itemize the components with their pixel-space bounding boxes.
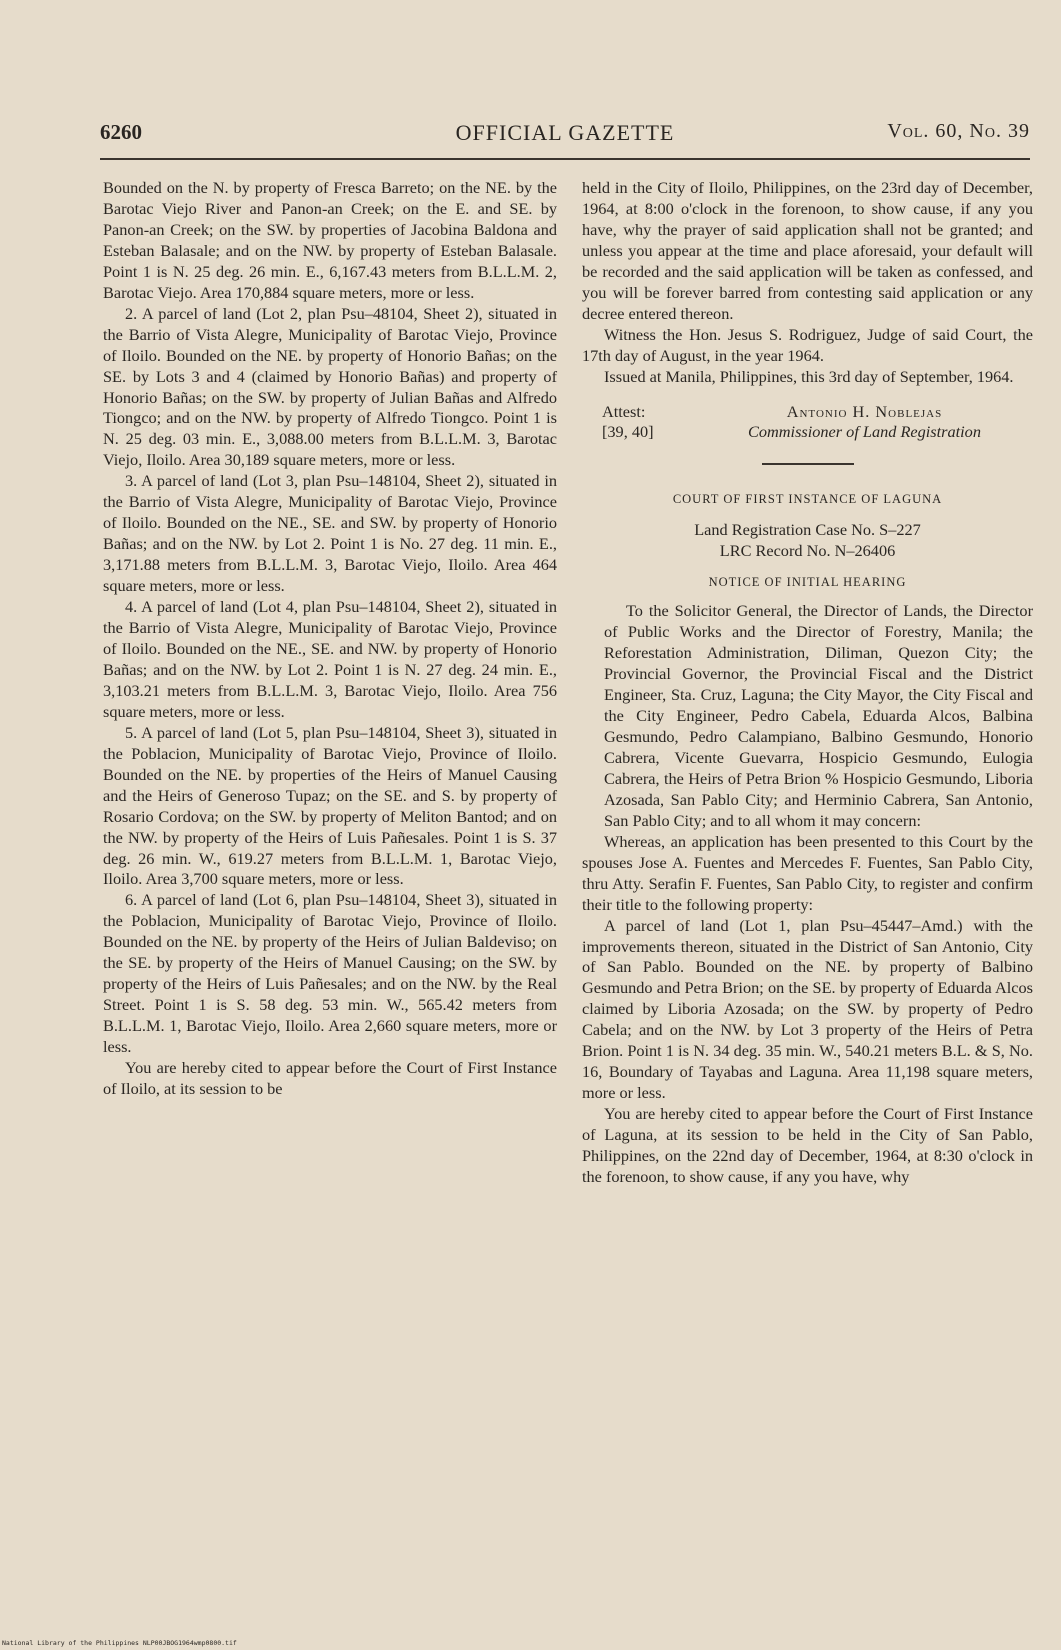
addressees-paragraph: To the Solicitor General, the Director of Lands, the Director of Public Works and the Director of Forestry, Manila; the Reforestation Administration, Diliman, Quezon City; the Provincial Governor, the Provincial Fiscal and the District Engineer, Sta. Cruz, Laguna; the City Mayor, the City Fiscal and the City Engineer, Pedro Cabela, Eduarda Alcos, Balbina Gesmundo, Pedro Calampiano, Balbino Gesmundo, Honorio Cabrera, Vicente Guevarra, Hospicio Gesmundo, Eulogia Cabrera, the Heirs of Petra Brion % Hospicio Gesmundo, Liboria Azosada, San Pablo City; and Herminio Cabrera, San Antonio, San Pablo City; and to all whom it may concern:: [604, 601, 1033, 830]
citation-paragraph: You are hereby cited to appear before the Court of First Instance of Laguna, at its session to be held in the City of San Pablo, Philippines, on the 22nd day of December, 1964, at 8:30 o'clock in the forenoon, to show cause, if any you have, why: [582, 1104, 1033, 1186]
paragraph: held in the City of Iloilo, Philippines, on the 23rd day of December, 1964, at 8:00 o'clock in the forenoon, to show cause, if any you have, why the prayer of said application shall not be granted; and unless you appear at the time and place aforesaid, your default will be recorded and the said application will be taken as confessed, and you will be forever barred from contesting said application or any decree entered thereon.: [582, 178, 1033, 323]
paragraph: 4. A parcel of land (Lot 4, plan Psu–148104, Sheet 2), situated in the Barrio of Vista Alegre, Municipality of Barotac Viejo, Province of Iloilo. Bounded on the NE., SE. and NW. by property of Honorio Bañas; and on the NW. by Lot 2. Point 1 is N. 27 deg. 24 min. E., 3,103.21 meters from B.L.L.M. 3, Barotac Viejo, Iloilo. Area 756 square meters, more or less.: [103, 597, 557, 721]
scan-footer: National Library of the Philippines NLP00JBOG1964wmp0800.tif: [2, 1639, 237, 1647]
journal-title: OFFICIAL GAZETTE: [455, 120, 675, 145]
notice-title: NOTICE OF INITIAL HEARING: [708, 575, 907, 590]
signatory-name: Antonio H. Noblejas: [786, 401, 943, 421]
attest-label: Attest:: [602, 401, 646, 421]
paragraph: Bounded on the N. by property of Fresca Barreto; on the NE. by the Barotac Viejo River and Panon-an Creek; on the E. and SE. by Panon-an Creek; on the SW. by properties of Jacobina Baldona and Esteban Balasale; and on the NW. by property of Esteban Balasale. Point 1 is N. 25 deg. 26 min. E., 6,167.43 meters from B.L.L.M. 2, Barotac Viejo. Area 170,884 square meters, more or less.: [103, 178, 557, 302]
page-header: [100, 120, 1030, 154]
court-heading: COURT OF FIRST INSTANCE OF LAGUNA: [672, 492, 943, 507]
page-number: 6260: [100, 120, 142, 144]
paragraph: 3. A parcel of land (Lot 3, plan Psu–148104, Sheet 2), situated in the Barrio of Vista Alegre, Municipality of Barotac Viejo, Province of Iloilo. Bounded on the NE., SE. and SW. by property of Honorio Bañas; and on the NW. by Lot 2. Point 1 is No. 27 deg. 11 min. E., 3,171.88 meters from B.L.L.M. 3, Barotac Viejo, Iloilo. Area 464 square meters, more or less.: [103, 471, 557, 596]
whereas-paragraph: Whereas, an application has been presented to this Court by the spouses Jose A. Fuentes and Mercedes F. Fuentes, San Pablo City, thru Atty. Serafin F. Fuentes, San Pablo City, to register and confirm their title to the following property:: [582, 831, 1033, 914]
paragraph: 2. A parcel of land (Lot 2, plan Psu–48104, Sheet 2), situated in the Barrio of Vista Alegre, Municipality of Barotac Viejo, Province of Iloilo. Bounded on the NE. by property of Honorio Bañas; on the SE. by Lots 3 and 4 (claimed by Honorio Bañas) and property of Honorio Bañas; on the SW. by property of Julian Bañas and Alfredo Tiongco; and on the NW. by property of Alfredo Tiongco. Point 1 is N. 25 deg. 03 min. E., 3,088.00 meters from B.L.L.M. 3, Barotac Viejo, Iloilo. Area 30,189 square meters, more or less.: [103, 303, 557, 470]
paragraph: 5. A parcel of land (Lot 5, plan Psu–148104, Sheet 3), situated in the Poblacion, Municipality of Barotac Viejo, Province of Iloilo. Bounded on the NE. by properties of the Heirs of Manuel Causing and the Heirs of Generoso Tupaz; on the SE. and S. by property of Rosario Cordova; on the SW. by property of Meliton Bantod; and on the NW. by property of the Heirs of Luis Pañesales. Point 1 is S. 37 deg. 26 min. W., 619.27 meters from B.L.L.M. 1, Barotac Viejo, Iloilo. Area 3,700 square meters, more or less.: [103, 722, 557, 889]
record-number: LRC Record No. N–26406: [719, 541, 896, 561]
header-rule: [100, 158, 1030, 160]
volume-number: Vol. 60, No. 39: [887, 120, 1030, 142]
attest-block: [582, 402, 1033, 423]
section-divider: [762, 463, 854, 465]
case-number: Land Registration Case No. S–227: [694, 520, 921, 540]
issued-paragraph: Issued at Manila, Philippines, this 3rd day of September, 1964.: [604, 366, 1014, 386]
attest-block-2: [582, 422, 1033, 443]
paragraph: You are hereby cited to appear before the Court of First Instance of Iloilo, at its session to be: [103, 1058, 557, 1098]
right-column: [582, 178, 1033, 1188]
attest-ref: [39, 40]: [602, 422, 654, 442]
witness-paragraph: Witness the Hon. Jesus S. Rodriguez, Judge of said Court, the 17th day of August, in the year 1964.: [582, 324, 1033, 365]
signatory-title: Commissioner of Land Registration: [748, 422, 981, 442]
left-column: [103, 178, 557, 1100]
parcel-paragraph: A parcel of land (Lot 1, plan Psu–45447–Amd.) with the improvements thereon, situated in the District of San Antonio, City of San Pablo. Bounded on the NE. by property of Balbino Gesmundo and Petra Brion; on the SE. by property of Eduarda Alcos claimed by Liboria Azosada; on the SW. by property of Pedro Cabela; and on the NW. by Lot 3 property of the Heirs of Petra Brion. Point 1 is N. 34 deg. 35 min. W., 540.21 meters B.L. & S, No. 16, Boundary of Tayabas and Laguna. Area 11,198 square meters, more or less.: [582, 915, 1033, 1103]
paragraph: 6. A parcel of land (Lot 6, plan Psu–148104, Sheet 3), situated in the Poblacion, Municipality of Barotac Viejo, Province of Iloilo. Bounded on the NE. by property of the Heirs of Julian Baldeviso; on the SE. by property of the Heirs of Manuel Causing; on the SW. by property of the Heirs of Luis Pañesales; and on the NW. by the Real Street. Point 1 is S. 58 deg. 53 min. W., 565.42 meters from B.L.L.M. 1, Barotac Viejo, Iloilo. Area 2,660 square meters, more or less.: [103, 890, 557, 1057]
